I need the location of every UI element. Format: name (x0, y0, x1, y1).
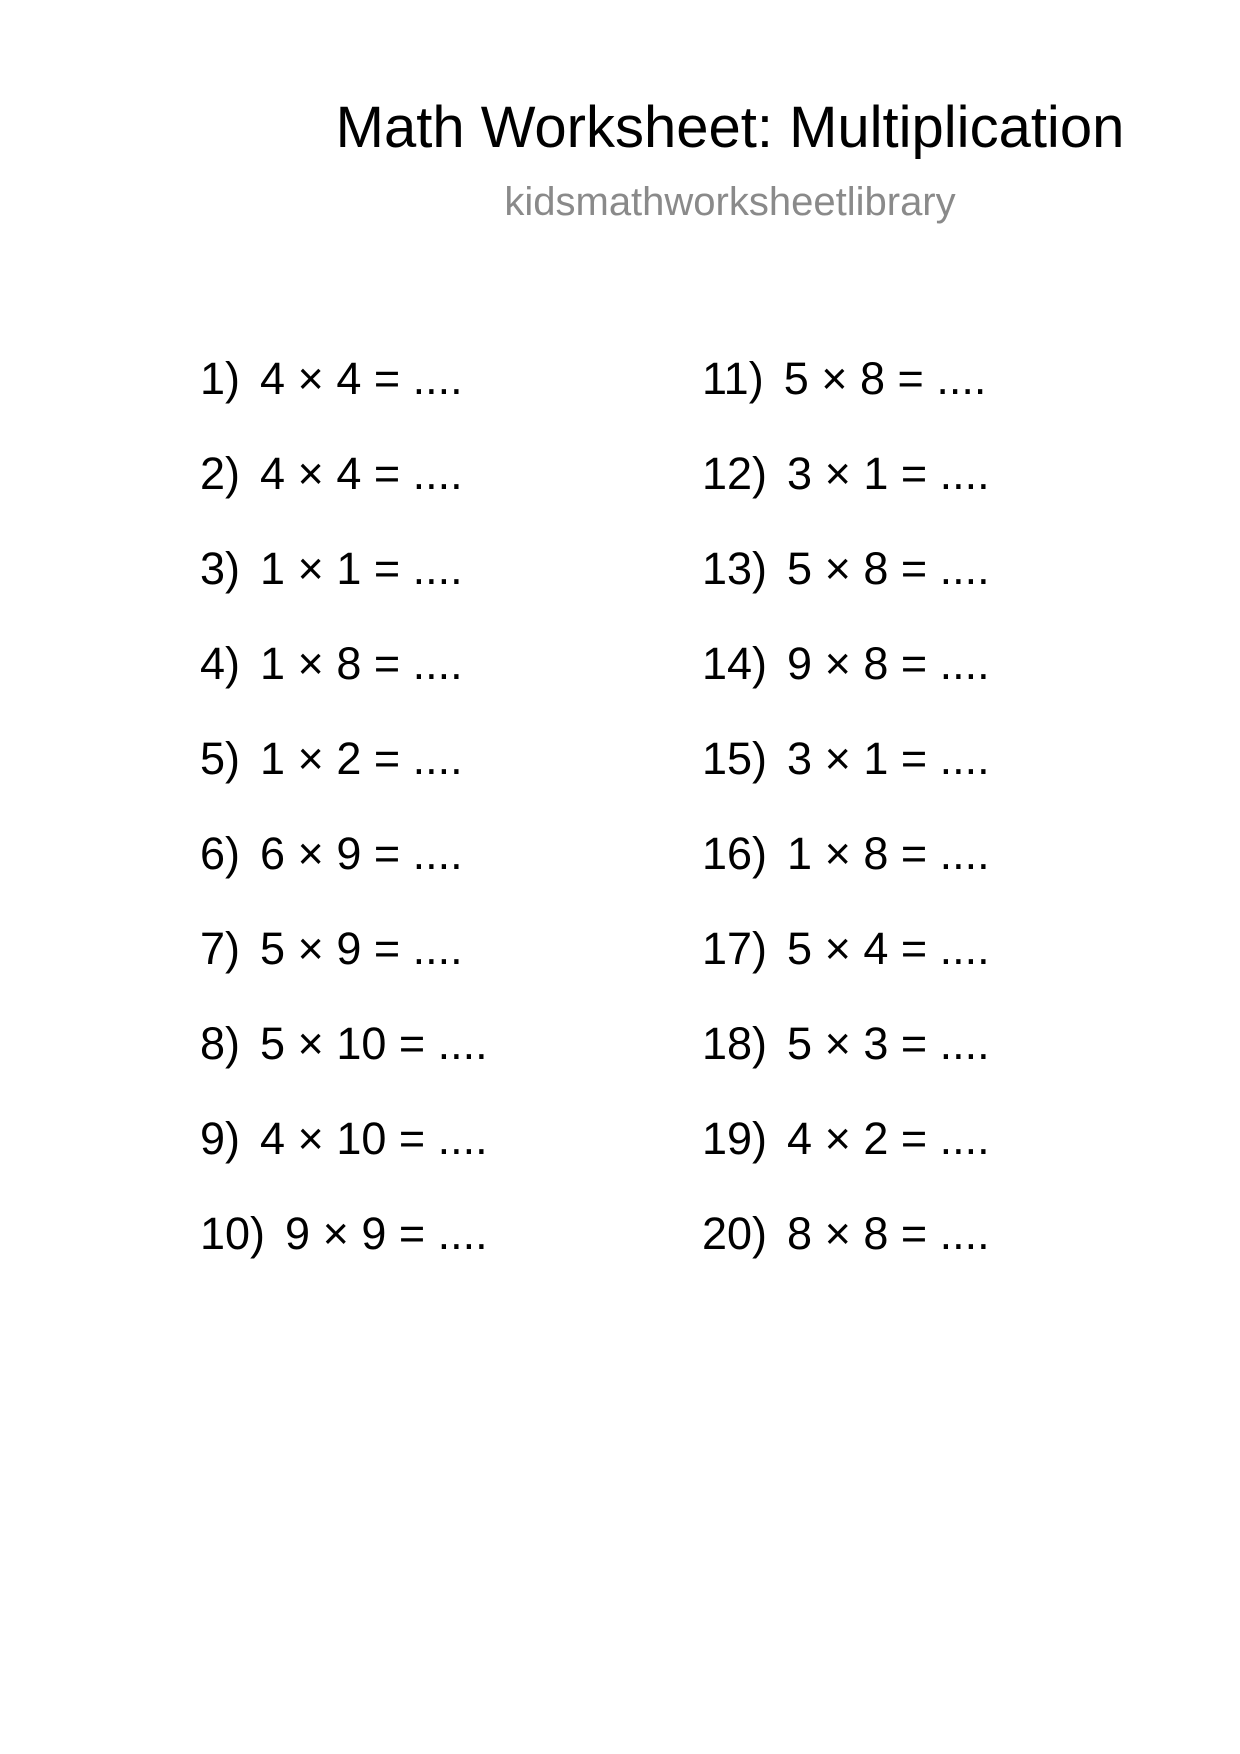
problem-expression: 4 × 4 = .... (260, 353, 463, 404)
problem-expression: 5 × 8 = .... (783, 353, 987, 404)
problem-expression: 9 × 8 = .... (787, 638, 990, 689)
problem-column-left (200, 353, 660, 1303)
problem-expression: 4 × 4 = .... (260, 448, 463, 499)
problem-item (702, 448, 1162, 543)
problem-item (702, 1018, 1162, 1113)
problem-number: 10) (200, 1208, 266, 1259)
problem-number: 16) (702, 828, 768, 879)
problem-item (702, 543, 1162, 638)
problem-number: 17) (702, 923, 768, 974)
problem-item (200, 733, 660, 828)
problem-number: 8) (200, 1018, 241, 1069)
problem-expression: 9 × 9 = .... (285, 1208, 488, 1259)
problem-item (200, 448, 660, 543)
problem-expression: 5 × 3 = .... (787, 1018, 990, 1069)
problem-expression: 1 × 8 = .... (260, 638, 463, 689)
page-subtitle: kidsmathworksheetlibrary (504, 180, 956, 224)
problem-number: 13) (702, 543, 768, 594)
problem-expression: 3 × 1 = .... (787, 733, 990, 784)
problem-item (200, 1018, 660, 1113)
problem-item (702, 923, 1162, 1018)
problem-expression: 5 × 8 = .... (787, 543, 990, 594)
problem-expression: 3 × 1 = .... (787, 448, 990, 499)
problem-item (702, 1208, 1162, 1303)
problem-expression: 5 × 4 = .... (787, 923, 990, 974)
problem-number: 6) (200, 828, 241, 879)
page-title: Math Worksheet: Multiplication (335, 95, 1125, 160)
problem-number: 1) (200, 353, 241, 404)
problem-item (200, 353, 660, 448)
problem-number: 15) (702, 733, 768, 784)
problem-item (200, 543, 660, 638)
problem-item (200, 1113, 660, 1208)
problem-number: 19) (702, 1113, 768, 1164)
problem-number: 7) (200, 923, 241, 974)
problem-expression: 1 × 2 = .... (260, 733, 463, 784)
problem-expression: 1 × 8 = .... (787, 828, 990, 879)
problem-number: 14) (702, 638, 768, 689)
problem-item (200, 638, 660, 733)
problem-item (200, 923, 660, 1018)
problem-number: 5) (200, 733, 241, 784)
problem-number: 2) (200, 448, 241, 499)
problem-item (200, 828, 660, 923)
problem-item (702, 828, 1162, 923)
problem-expression: 8 × 8 = .... (787, 1208, 990, 1259)
problem-expression: 4 × 10 = .... (260, 1113, 488, 1164)
problem-number: 11) (702, 353, 764, 404)
problem-number: 4) (200, 638, 241, 689)
problem-item (702, 1113, 1162, 1208)
problem-item (702, 353, 1162, 448)
problem-number: 9) (200, 1113, 241, 1164)
problem-expression: 5 × 10 = .... (260, 1018, 488, 1069)
problem-number: 3) (200, 543, 241, 594)
problem-number: 20) (702, 1208, 768, 1259)
problem-number: 12) (702, 448, 768, 499)
problem-number: 18) (702, 1018, 768, 1069)
problem-item (200, 1208, 660, 1303)
problem-expression: 1 × 1 = .... (260, 543, 463, 594)
problem-item (702, 638, 1162, 733)
problem-expression: 6 × 9 = .... (260, 828, 463, 879)
problem-column-right (702, 353, 1162, 1303)
problem-item (702, 733, 1162, 828)
problem-expression: 4 × 2 = .... (787, 1113, 990, 1164)
problem-expression: 5 × 9 = .... (260, 923, 463, 974)
